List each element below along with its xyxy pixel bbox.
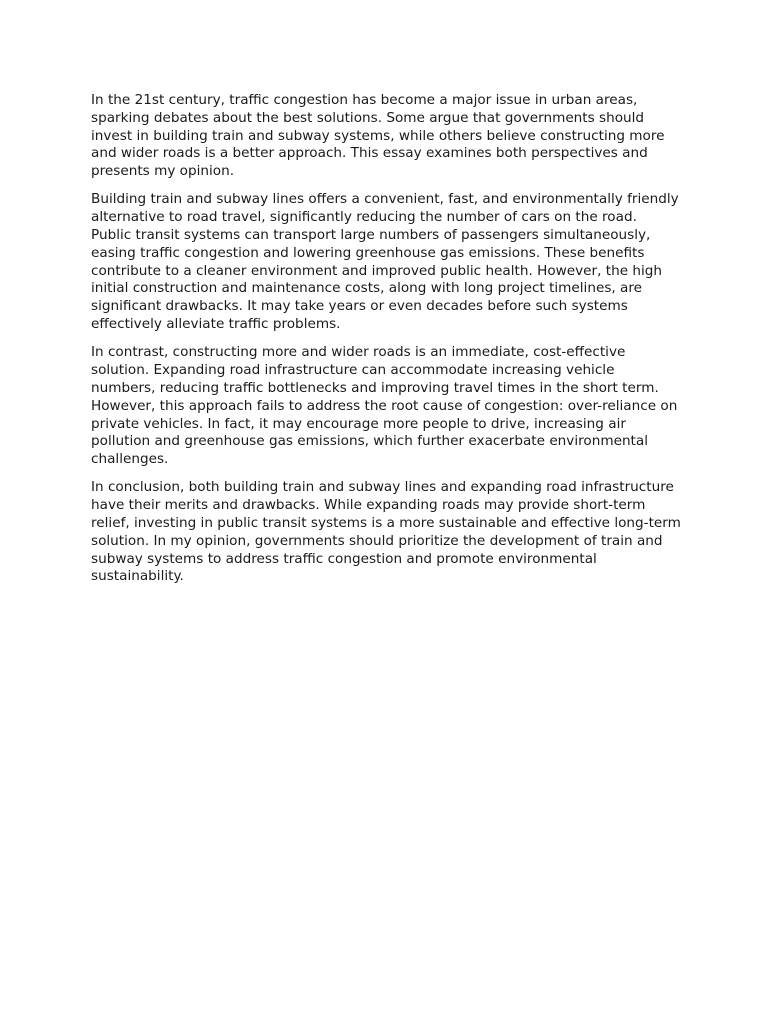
paragraph-roads-argument: In contrast, constructing more and wider roads is an immediate, cost-effective solution. Expanding road infrastructure can accommodate increasing vehicle numbers, reducing traffic bottlenecks and improving travel times in the short term. However, this approach fails to address the root cause of congestion: over-reliance on private vehicles. In fact, it may encourage more people to drive, increasing air pollution and greenhouse gas emissions, which further exacerbate environmental challenges. <box>91 344 678 468</box>
paragraph-introduction: In the 21st century, traffic congestion has become a major issue in urban areas, sparking debates about the best solutions. Some argue that governments should invest in building train and subway systems, while others believe constructing more and wider roads is a better approach. This essay examines both perspectives and presents my opinion. <box>91 92 665 180</box>
paragraph-transit-argument: Building train and subway lines offers a convenient, fast, and environmentally friendly alternative to road travel, significantly reducing the number of cars on the road. Public transit systems can transport large numbers of passengers simultaneously, easing traffic congestion and lowering greenhouse gas emissions. These benefits contribute to a cleaner environment and improved public health. However, the high initial construction and maintenance costs, along with long project timelines, are significant drawbacks. It may take years or even decades before such systems effectively alleviate traffic problems. <box>91 191 679 333</box>
document-body <box>91 92 681 597</box>
paragraph-conclusion: In conclusion, both building train and subway lines and expanding road infrastructure have their merits and drawbacks. While expanding roads may provide short-term relief, investing in public transit systems is a more sustainable and effective long-term solution. In my opinion, governments should prioritize the development of train and subway systems to address traffic congestion and promote environmental sustainability. <box>91 479 681 585</box>
